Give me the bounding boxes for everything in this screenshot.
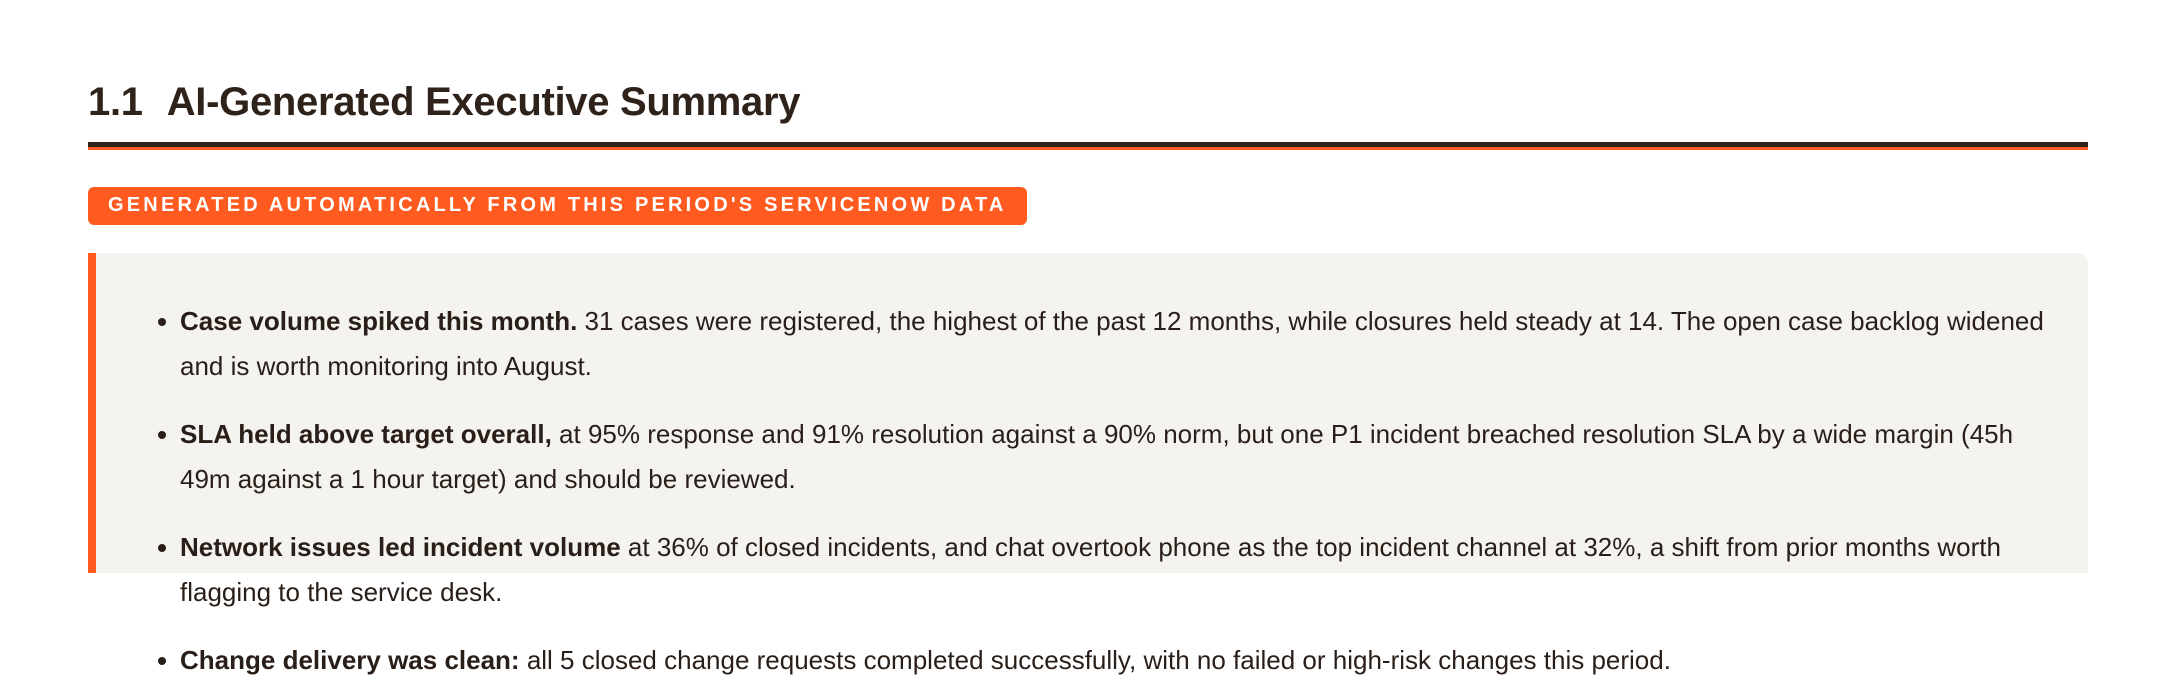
executive-summary-panel (88, 253, 2088, 675)
summary-item-text: at 36% of closed incidents, and chat overtook phone as the top incident channel at 32%, a shift from prior months worth flagging to the service desk. (180, 532, 2001, 607)
summary-item-lead: Case volume spiked this month. (180, 306, 578, 336)
summary-item-lead: SLA held above target overall, (180, 419, 552, 449)
summary-item-sla (158, 412, 2048, 502)
summary-item-network-issues (158, 525, 2048, 615)
summary-item-lead: Network issues led incident volume (180, 532, 621, 562)
summary-item-case-volume (158, 299, 2048, 389)
summary-item-text: all 5 closed change requests completed successfully, with no failed or high-risk changes this period. (519, 645, 1671, 675)
summary-list (158, 299, 2048, 683)
summary-item-text: at 95% response and 91% resolution against a 90% norm, but one P1 incident breached resolution SLA by a wide margin (45h 49m against a 1 hour target) and should be reviewed. (180, 419, 2014, 494)
section-heading (88, 80, 2072, 138)
auto-generated-badge: GENERATED AUTOMATICALLY FROM THIS PERIOD'S SERVICENOW DATA (88, 187, 1027, 225)
heading-accent-rule (88, 147, 2088, 150)
summary-item-lead: Change delivery was clean: (180, 645, 520, 675)
summary-item-change-delivery (158, 638, 2048, 683)
summary-item-text: 31 cases were registered, the highest of the past 12 months, while closures held steady at 14. The open case backlog widened and is worth monitoring into August. (180, 306, 2044, 381)
section-title: AI-Generated Executive Summary (166, 80, 801, 124)
section-number: 1.1 (88, 80, 143, 124)
